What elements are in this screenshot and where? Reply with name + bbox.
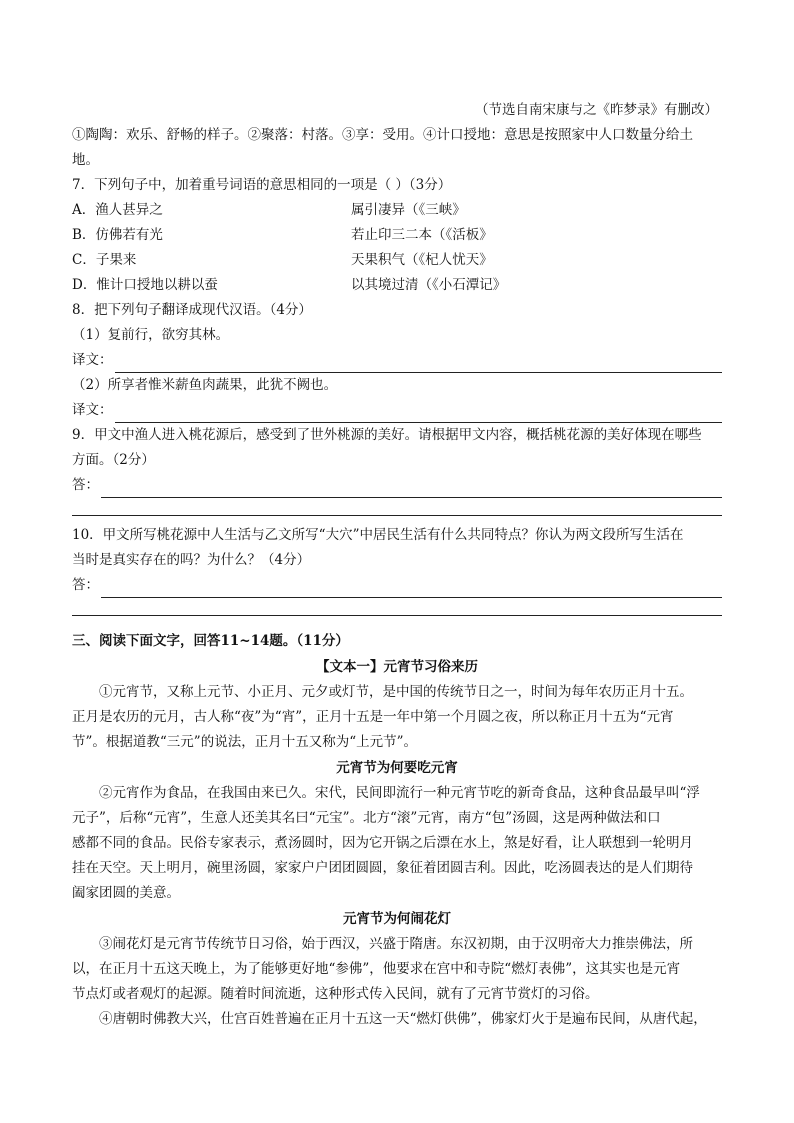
text-1-title: 【文本一】元宵节习俗来历: [316, 659, 478, 675]
paragraph-1-line: 节”。根据道教“三元”的说法，正月十五又称为“上元节”。: [72, 734, 418, 750]
paragraph-4-line: ④唐朝时佛教大兴，仕宫百姓普遍在正月十五这一天“燃灯供佛”，佛家灯火于是遍布民间，从唐代起，: [99, 1011, 707, 1027]
question-10-answer-line[interactable]: [72, 573, 722, 598]
option-right: 天果积气（《杞人忧天》: [351, 252, 493, 268]
answer-blank[interactable]: [115, 355, 723, 373]
question-9-stem-line-2: 方面。（2分）: [72, 452, 155, 468]
question-8-sentence-1: （1）复前行，欲穷其林。: [72, 327, 230, 343]
answer-label: 答：: [72, 577, 99, 593]
answer-blank[interactable]: [101, 580, 722, 598]
paragraph-3-line: 以，在正月十五这天晚上，为了能够更好地“参佛”，他要求在宫中和寺院“燃灯表佛”，这其实也是元宵: [72, 961, 681, 977]
section-3-heading: 三、阅读下面文字，回答11~14题。（11分）: [72, 633, 349, 649]
question-7-option-d: [72, 273, 722, 298]
translation-answer-line-1[interactable]: [72, 348, 722, 373]
question-10-answer-line-extra[interactable]: [72, 598, 722, 623]
option-right: 以其境过清（《小石潭记》: [351, 277, 507, 293]
paragraph-2-line: 元子”，后称“元宵”，生意人还美其名曰“元宝”。北方“滚”元宵，南方“包”汤圆，这是两种做法和口: [72, 810, 661, 826]
paragraph-1-line: 正月是农历的元月，古人称“夜”为“宵”，正月十五是一年中第一个月圆之夜，所以称正月十五为“元宵: [72, 709, 674, 725]
answer-label: 译文：: [72, 402, 113, 418]
source-note: （节选自南宋康与之《昨梦录》有删改）: [475, 102, 718, 118]
question-7-option-c: [72, 248, 722, 273]
subtitle-lanterns: 元宵节为何闹花灯: [343, 911, 451, 927]
option-left: A．渔人甚异之: [72, 202, 163, 218]
option-right: 若止印三二本（《活板》: [351, 227, 493, 243]
paragraph-2-line: ②元宵作为食品，在我国由来已久。宋代，民间即流行一种元宵节吃的新奇食品，这种食品最早叫“浮: [99, 785, 700, 801]
answer-blank[interactable]: [115, 405, 723, 423]
subtitle-eat-yuanxiao: 元宵节为何要吃元宵: [336, 760, 458, 776]
footnote-line: ①陶陶：欢乐、舒畅的样子。②聚落：村落。③享：受用。④计口授地：意思是按照家中人口数量分给土: [72, 127, 693, 143]
option-right: 属引凄异（《三峡》: [351, 202, 466, 218]
question-7-option-b: [72, 223, 722, 248]
paragraph-2-line: 感都不同的食品。民俗专家表示，煮汤圆时，因为它开锅之后漂在水上，煞是好看，让人联想到一轮明月: [72, 835, 693, 851]
question-10-stem-line-1: 10．甲文所写桃花源中人生活与乙文所写“大穴”中居民生活有什么共同特点？你认为两文段所写生活在: [72, 527, 684, 543]
option-left: C．子果来: [72, 252, 137, 268]
answer-label: 译文：: [72, 352, 113, 368]
option-left: D．惟计口授地以耕以蚕: [72, 277, 218, 293]
question-8-sentence-2: （2）所享者惟米薪鱼肉蔬果，此犹不阙也。: [72, 377, 338, 393]
question-7-stem: 7．下列句子中，加着重号词语的意思相同的一项是（ ）（3分）: [72, 177, 452, 193]
option-left: B．仿佛若有光: [72, 227, 163, 243]
answer-label: 答：: [72, 477, 99, 493]
question-10-stem-line-2: 当时是真实存在的吗？为什么？（4分）: [72, 552, 311, 568]
question-7-option-a: [72, 198, 722, 223]
question-9-stem-line-1: 9．甲文中渔人进入桃花源后，感受到了世外桃源的美好。请根据甲文内容，概括桃花源的美好体现在哪些: [72, 427, 702, 443]
paragraph-3-line: ③闹花灯是元宵节传统节日习俗，始于西汉，兴盛于隋唐。东汉初期，由于汉明帝大力推崇佛法，所: [99, 936, 693, 952]
paragraph-1-line: ①元宵节，又称上元节、小正月、元夕或灯节，是中国的传统节日之一，时间为每年农历正月十五。: [99, 684, 693, 700]
question-9-answer-line[interactable]: [72, 473, 722, 498]
question-9-answer-line-extra[interactable]: [72, 498, 722, 523]
footnote-line: 地。: [72, 152, 99, 168]
paragraph-2-line: 挂在天空。天上明月，碗里汤圆，家家户户团团圆圆，象征着团圆吉利。因此，吃汤圆表达的是人们期待: [72, 860, 693, 876]
paragraph-3-line: 节点灯或者观灯的起源。随着时间流逝，这种形式传入民间，就有了元宵节赏灯的习俗。: [72, 986, 599, 1002]
translation-answer-line-2[interactable]: [72, 398, 722, 423]
question-8-stem: 8．把下列句子翻译成现代汉语。（4分）: [72, 302, 312, 318]
answer-blank[interactable]: [101, 480, 722, 498]
paragraph-2-line: 阖家团圆的美意。: [72, 885, 180, 901]
